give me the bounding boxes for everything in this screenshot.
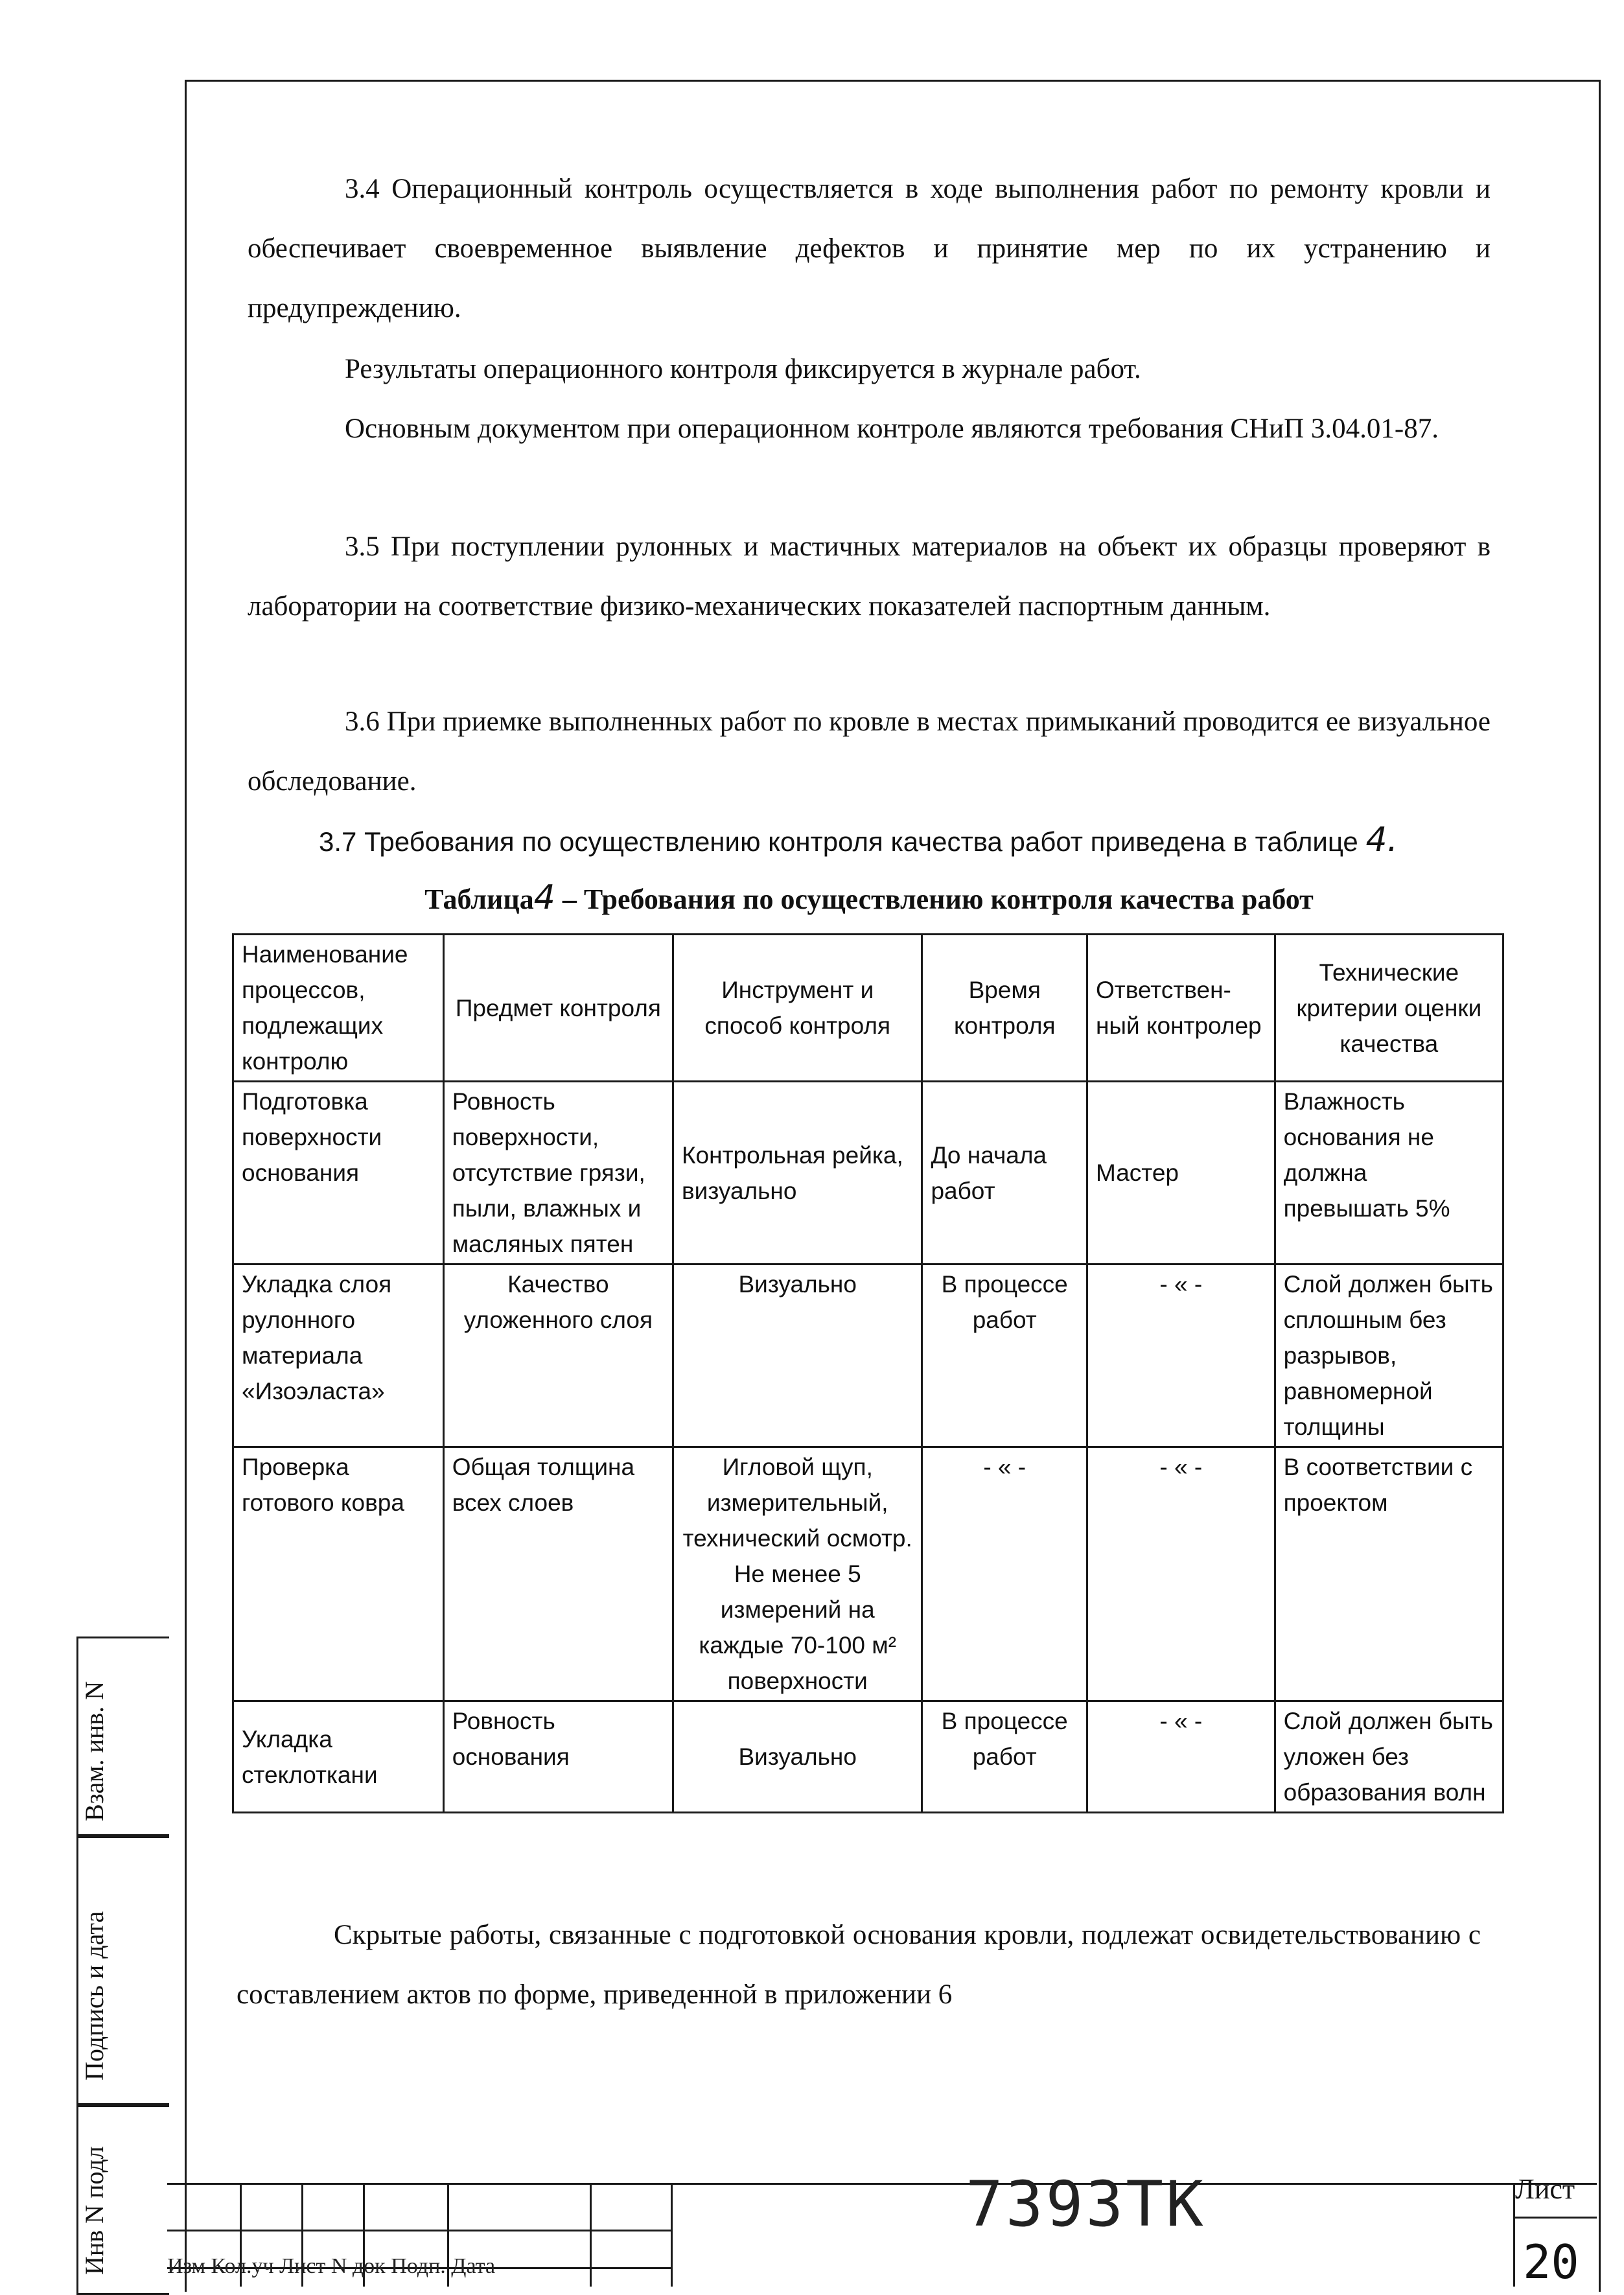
cell-process: Укладка слоя рулонного материала «Изоэласта» <box>233 1264 444 1447</box>
table-row <box>233 1447 1503 1701</box>
cell-subject: Качество уложенного слоя <box>443 1264 673 1447</box>
cell-criteria: В соответствии с проектом <box>1275 1447 1503 1701</box>
cell-responsible: - « - <box>1087 1701 1275 1813</box>
table-caption-text: – Требования по осуществлению контроля качества работ <box>555 883 1314 915</box>
document-code: 7393ТК <box>966 2168 1206 2241</box>
table-header-row <box>233 935 1503 1082</box>
table-row <box>233 1082 1503 1264</box>
cell-subject: Ровность основания <box>443 1701 673 1813</box>
paragraph-hidden-works-text: Скрытые работы, связанные с подготовкой основания кровли, подлежат освидетельствованию с составлением актов по форме, приведенной в приложении 6 <box>237 1920 1481 2010</box>
title-block-top-line <box>167 2183 1597 2185</box>
cell-time: В процессе работ <box>922 1264 1087 1447</box>
title-block-header-row: Изм Кол.уч Лист N док Подп. Дата <box>167 2254 496 2278</box>
cell-subject: Ровность поверхности, отсутствие грязи, пыли, влажных и масляных пятен <box>443 1082 673 1264</box>
cell-process: Укладка стеклоткани <box>233 1701 444 1813</box>
cell-instrument: Игловой щуп, измерительный, технический осмотр. Не менее 5 измерений на каждые 70-100 м² поверхности <box>673 1447 922 1701</box>
sheet-label: Лист <box>1515 2173 1575 2205</box>
stamp-label-inv-orig: Инв N подл <box>80 2146 109 2275</box>
cell-time: В процессе работ <box>922 1701 1087 1813</box>
header-time: Время контроля <box>922 935 1087 1082</box>
paragraph-3-6: 3.6 При приемке выполненных работ по кровле в местах примыканий проводится ее визуальное обследование. <box>248 706 1491 797</box>
table-caption <box>248 868 1491 929</box>
header-criteria: Технические критерии оценки качества <box>1275 935 1503 1082</box>
paragraph-results: Результаты операционного контроля фиксируется в журнале работ. <box>345 354 1141 384</box>
cell-responsible: - « - <box>1087 1264 1275 1447</box>
cell-time: До начала работ <box>922 1082 1087 1264</box>
paragraph-3-5: 3.5 При поступлении рулонных и мастичных материалов на объект их образцы проверяют в лаборатории на соответствие физико-механических показателей паспортным данным. <box>248 531 1491 622</box>
header-subject: Предмет контроля <box>443 935 673 1082</box>
cell-instrument: Визуально <box>673 1264 922 1447</box>
cell-process: Проверка готового ковра <box>233 1447 444 1701</box>
table-row <box>233 1264 1503 1447</box>
paragraph-3-7-text: 3.7 Требования по осуществлению контроля качества работ приведена в таблице <box>319 826 1358 857</box>
sheet-number: 20 <box>1523 2235 1579 2289</box>
cell-responsible: Мастер <box>1087 1082 1275 1264</box>
stamp-label-sign-date: Подпись и дата <box>80 1911 109 2080</box>
title-block-mid-line <box>167 2230 673 2231</box>
title-block-divider <box>671 2183 673 2287</box>
table-caption-prefix: Таблица <box>424 883 534 915</box>
header-process: Наименование процессов, подлежащих контролю <box>233 935 444 1082</box>
cell-instrument: Визуально <box>673 1701 922 1813</box>
paragraph-3-7 <box>248 810 1491 872</box>
cell-criteria: Слой должен быть сплошным без разрывов, равномерной толщины <box>1275 1264 1503 1447</box>
title-block-divider <box>590 2183 592 2287</box>
table-row <box>233 1701 1503 1813</box>
cell-responsible: - « - <box>1087 1447 1275 1701</box>
cell-time: - « - <box>922 1447 1087 1701</box>
cell-criteria: Влажность основания не должна превышать 5% <box>1275 1082 1503 1264</box>
header-responsible: Ответствен-ный контролер <box>1087 935 1275 1082</box>
handwritten-table-number: 4. <box>1365 821 1398 859</box>
cell-subject: Общая толщина всех слоев <box>443 1447 673 1701</box>
paragraph-3-4: 3.4 Операционный контроль осуществляется в ходе выполнения работ по ремонту кровли и обеспечивает своевременное выявление дефектов и принятие мер по их устранению и предупреждению. <box>248 174 1491 323</box>
cell-process: Подготовка поверхности основания <box>233 1082 444 1264</box>
header-instrument: Инструмент и способ контроля <box>673 935 922 1082</box>
quality-control-table <box>232 933 1504 1813</box>
cell-instrument: Контрольная рейка, визуально <box>673 1082 922 1264</box>
cell-criteria: Слой должен быть уложен без образования волн <box>1275 1701 1503 1813</box>
paragraph-hidden-works <box>237 1905 1481 2025</box>
table-caption-number: 4 <box>533 878 555 917</box>
stamp-label-inv-replace: Взам. инв. N <box>80 1681 109 1821</box>
paragraph-main-document: Основным документом при операционном контроле являются требования СНиП 3.04.01-87. <box>345 414 1439 444</box>
title-block-sheet-line <box>1513 2217 1597 2219</box>
